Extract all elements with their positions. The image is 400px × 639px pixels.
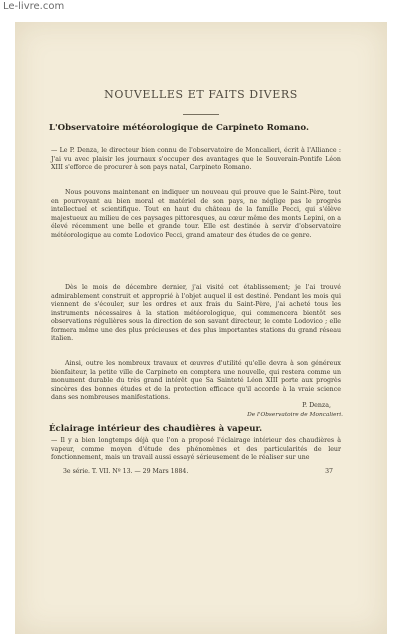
- article1-signature: P. Denza,: [302, 402, 331, 409]
- article2-paragraph-1: — Il y a bien longtemps déjà que l'on a proposé l'éclairage intérieur des chaudières à vapeur, comme moyen d'étude des phénomènes et des particularités de leur fonctionnement, mais un travail aussi essayé sérieusement de le réaliser sur une: [51, 437, 341, 462]
- section-heading: NOUVELLES ET FAITS DIVERS: [104, 88, 298, 101]
- article2-title: Éclairage intérieur des chaudières à vapeur.: [49, 424, 263, 434]
- footer-series: 3e série. T. VII. Nº 13. — 29 Mars 1884.: [63, 468, 189, 475]
- article1-paragraph-1: — Le P. Denza, le directeur bien connu de l'observatoire de Moncalieri, écrit à l'Alliance : J'ai vu avec plaisir les journaux s'occuper des avantages que le Souverain-Pontife Léon XIII s'efforce de procurer à son pays natal, Carpineto Romano.: [51, 147, 341, 172]
- article1-paragraph-2: Nous pouvons maintenant en indiquer un nouveau qui prouve que le Saint-Père, tout en pourvoyant au bien moral et matériel de son pays, ne néglige pas le progrès intellectuel et scientifique. Tout en haut du château de la famille Pecci, qui s'élève majestueux au milieu de ces paysages pittoresques, au cœur même des monts Lepini, on a élevé récemment une belle et grande tour. Elle est destinée à servir d'observatoire météorologique au comte Lodovico Pecci, grand amateur des études de ce genre.: [51, 189, 341, 239]
- site-label: Le-livre.com: [3, 1, 65, 12]
- heading-rule: [183, 114, 219, 115]
- article1-paragraph-3: Dès le mois de décembre dernier, j'ai visité cet établissement; je l'ai trouvé admirablement construit et approprié à l'objet auquel il est destiné. Pendant les mois qui viennent de s'écouler, sur les ordres et aux frais du Saint-Père, j'ai acheté tous les instruments nécessaires à la station météorologique, qui commencera bientôt ses observations régulières sous la direction de son savant directeur, le comte Lodovico ; elle formera même une des plus précieuses et des plus importantes stations du grand réseau italien.: [51, 284, 341, 343]
- page-number: 37: [325, 468, 333, 475]
- scanned-page: [15, 22, 387, 634]
- article1-affiliation: De l'Observatoire de Moncalieri.: [247, 412, 343, 418]
- article1-title: L'Observatoire météorologique de Carpineto Romano.: [49, 123, 309, 133]
- page-footer: [63, 468, 333, 475]
- article1-paragraph-4: Ainsi, outre les nombreux travaux et œuvres d'utilité qu'elle devra à son généreux bienfaiteur, la petite ville de Carpineto en comptera une nouvelle, qui restera comme un monument durable du très grand intérêt que Sa Sainteté Léon XIII porte aux progrès sincères des bonnes études et de la protection efficace qu'il accorde à la vraie science dans ses nombreuses manifestations.: [51, 360, 341, 402]
